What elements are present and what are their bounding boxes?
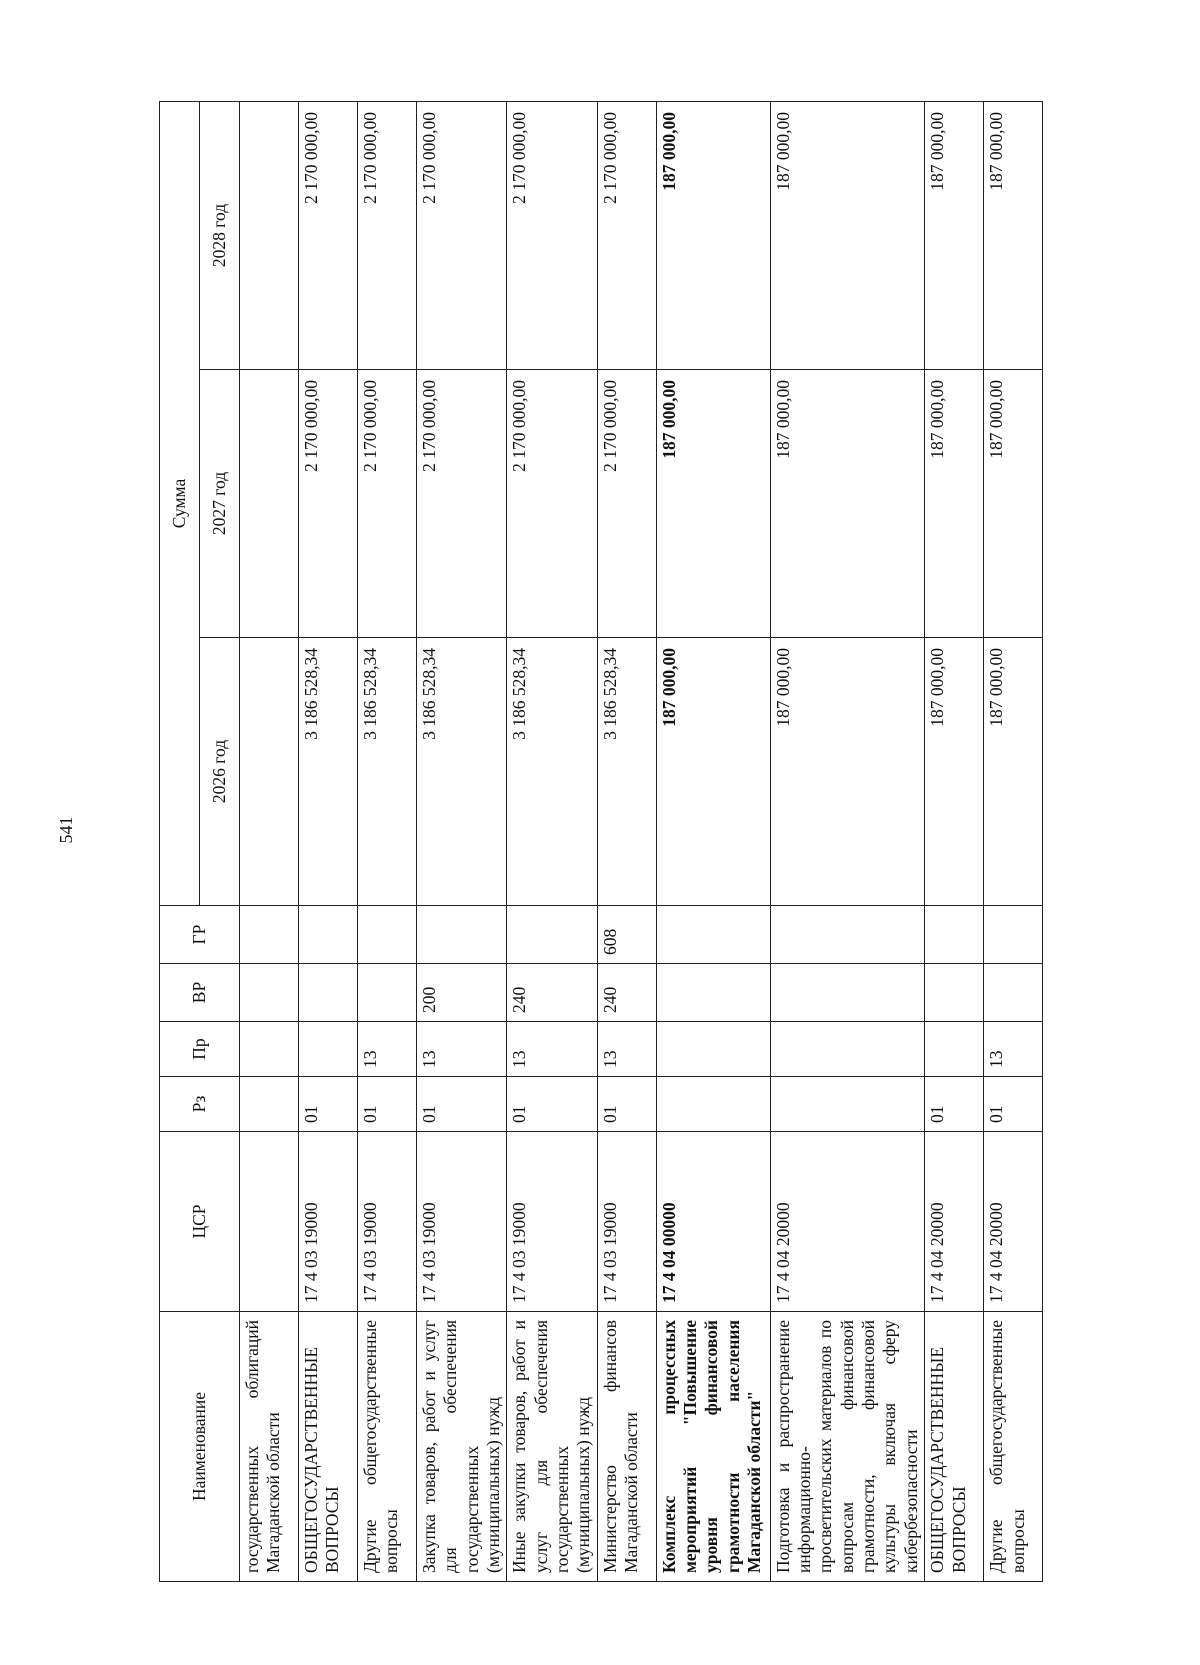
cell-pr: 13 [358, 1022, 417, 1077]
cell-name: ОБЩЕГОСУДАРСТВЕННЫЕ ВОПРОСЫ [925, 1312, 984, 1582]
cell-rz [656, 1077, 770, 1132]
cell-csr: 17 4 03 19000 [597, 1132, 656, 1312]
cell-2027: 2 170 000,00 [417, 370, 507, 638]
cell-csr: 17 4 03 19000 [358, 1132, 417, 1312]
cell-gr: 608 [597, 906, 656, 964]
cell-vr [925, 964, 984, 1022]
cell-2027: 2 170 000,00 [299, 370, 358, 638]
cell-pr [925, 1022, 984, 1077]
budget-table-rotated [159, 102, 1034, 1582]
header-rz: Рз [160, 1077, 240, 1132]
cell-2028 [240, 102, 299, 370]
cell-csr: 17 4 03 19000 [299, 1132, 358, 1312]
cell-vr: 200 [417, 964, 507, 1022]
header-year-2026: 2026 год [200, 638, 240, 906]
cell-gr [240, 906, 299, 964]
cell-2028: 2 170 000,00 [417, 102, 507, 370]
cell-2026: 3 186 528,34 [358, 638, 417, 906]
cell-2026: 3 186 528,34 [507, 638, 597, 906]
cell-name: Иные закупки товаров, работ и услуг для обеспечения государственных (муниципальных) нужд [507, 1312, 597, 1582]
cell-2026: 187 000,00 [770, 638, 924, 906]
cell-2028: 187 000,00 [656, 102, 770, 370]
cell-2028: 187 000,00 [925, 102, 984, 370]
cell-2026 [240, 638, 299, 906]
cell-csr: 17 4 04 00000 [656, 1132, 770, 1312]
cell-2028: 2 170 000,00 [358, 102, 417, 370]
header-name: Наименование [160, 1312, 240, 1582]
table-row [984, 102, 1043, 1582]
cell-name: государственных облигаций Магаданской области [240, 1312, 299, 1582]
table-row [925, 102, 984, 1582]
cell-pr: 13 [984, 1022, 1043, 1077]
header-sum: Сумма [160, 102, 200, 906]
cell-csr: 17 4 04 20000 [925, 1132, 984, 1312]
cell-name: Другие общегосударственные вопросы [358, 1312, 417, 1582]
cell-rz: 01 [984, 1077, 1043, 1132]
cell-name: Закупка товаров, работ и услуг для обеспечения государственных (муниципальных) нужд [417, 1312, 507, 1582]
cell-name: Министерство финансов Магаданской области [597, 1312, 656, 1582]
header-year-2027: 2027 год [200, 370, 240, 638]
cell-rz: 01 [299, 1077, 358, 1132]
cell-pr [299, 1022, 358, 1077]
cell-vr [299, 964, 358, 1022]
header-pr: Пр [160, 1022, 240, 1077]
header-vr: ВР [160, 964, 240, 1022]
table-row [299, 102, 358, 1582]
cell-vr: 240 [507, 964, 597, 1022]
cell-gr [984, 906, 1043, 964]
table-row [240, 102, 299, 1582]
cell-pr [770, 1022, 924, 1077]
cell-2027: 2 170 000,00 [358, 370, 417, 638]
cell-rz: 01 [597, 1077, 656, 1132]
cell-2028: 187 000,00 [984, 102, 1043, 370]
cell-vr: 240 [597, 964, 656, 1022]
cell-2028: 2 170 000,00 [597, 102, 656, 370]
cell-2026: 187 000,00 [656, 638, 770, 906]
header-gr: ГР [160, 906, 240, 964]
cell-2027: 187 000,00 [925, 370, 984, 638]
cell-2028: 2 170 000,00 [299, 102, 358, 370]
budget-table [159, 101, 1043, 1582]
cell-pr [240, 1022, 299, 1077]
cell-2027: 2 170 000,00 [507, 370, 597, 638]
table-row [417, 102, 507, 1582]
cell-name: Подготовка и распространение информационно-просветительских материалов по вопросам финансовой грамотности, финансовой культуры включая сферу кибербезопасности [770, 1312, 924, 1582]
cell-gr [299, 906, 358, 964]
cell-rz: 01 [417, 1077, 507, 1132]
cell-gr [656, 906, 770, 964]
cell-pr: 13 [417, 1022, 507, 1077]
cell-2027: 187 000,00 [656, 370, 770, 638]
cell-gr [358, 906, 417, 964]
cell-csr [240, 1132, 299, 1312]
cell-2026: 3 186 528,34 [597, 638, 656, 906]
header-year-2028: 2028 год [200, 102, 240, 370]
cell-2028: 187 000,00 [770, 102, 924, 370]
cell-2026: 187 000,00 [925, 638, 984, 906]
page-number: 541 [56, 816, 76, 844]
cell-vr [358, 964, 417, 1022]
cell-2027 [240, 370, 299, 638]
cell-csr: 17 4 03 19000 [417, 1132, 507, 1312]
cell-pr [656, 1022, 770, 1077]
cell-vr [770, 964, 924, 1022]
cell-vr [656, 964, 770, 1022]
cell-2027: 187 000,00 [984, 370, 1043, 638]
table-row [597, 102, 656, 1582]
cell-rz [770, 1077, 924, 1132]
cell-gr [417, 906, 507, 964]
cell-2026: 3 186 528,34 [417, 638, 507, 906]
cell-rz [240, 1077, 299, 1132]
table-row [656, 102, 770, 1582]
table-row [507, 102, 597, 1582]
cell-2028: 2 170 000,00 [507, 102, 597, 370]
cell-gr [507, 906, 597, 964]
cell-csr: 17 4 03 19000 [507, 1132, 597, 1312]
cell-csr: 17 4 04 20000 [984, 1132, 1043, 1312]
cell-rz: 01 [358, 1077, 417, 1132]
cell-gr [925, 906, 984, 964]
cell-pr: 13 [597, 1022, 656, 1077]
table-row [358, 102, 417, 1582]
cell-name: Другие общегосударственные вопросы [984, 1312, 1043, 1582]
cell-rz: 01 [925, 1077, 984, 1132]
cell-vr [984, 964, 1043, 1022]
cell-name: Комплекс процессных мероприятий "Повышение уровня финансовой грамотности населения Магаданской области" [656, 1312, 770, 1582]
cell-2026: 187 000,00 [984, 638, 1043, 906]
cell-2027: 2 170 000,00 [597, 370, 656, 638]
header-csr: ЦСР [160, 1132, 240, 1312]
cell-rz: 01 [507, 1077, 597, 1132]
table-body [240, 102, 1043, 1582]
cell-vr [240, 964, 299, 1022]
table-row [770, 102, 924, 1582]
cell-gr [770, 906, 924, 964]
cell-2027: 187 000,00 [770, 370, 924, 638]
cell-name: ОБЩЕГОСУДАРСТВЕННЫЕ ВОПРОСЫ [299, 1312, 358, 1582]
cell-2026: 3 186 528,34 [299, 638, 358, 906]
cell-pr: 13 [507, 1022, 597, 1077]
cell-csr: 17 4 04 20000 [770, 1132, 924, 1312]
